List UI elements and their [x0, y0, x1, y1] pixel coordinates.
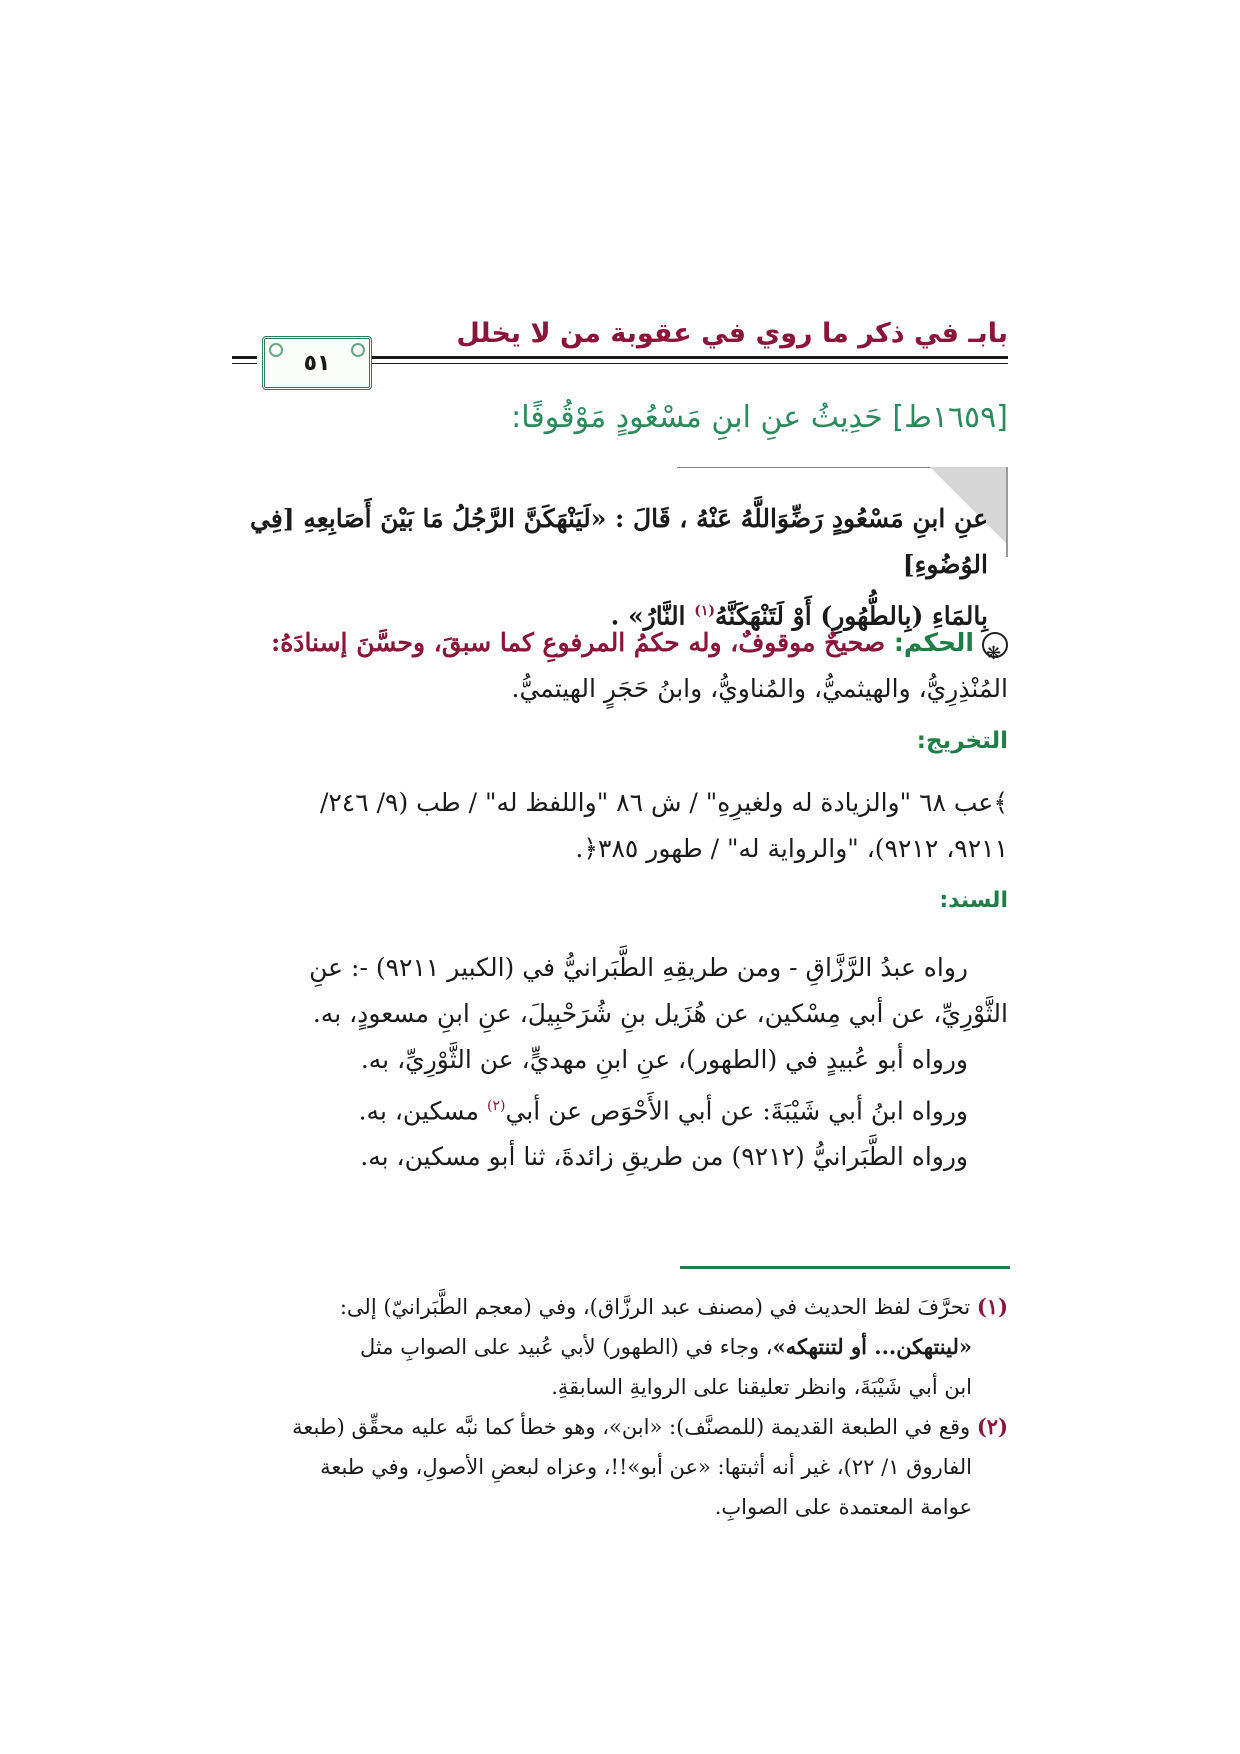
- hadith-heading: [١٦٥٩ط] حَدِيثُ عنِ ابنِ مَسْعُودٍ مَوْقُوفًا:: [511, 400, 1008, 435]
- header-rule-left: [232, 356, 257, 359]
- footnote-1-quote: «لينتهكن... أو لتنتهكه»: [772, 1334, 972, 1359]
- sanad-text: [233, 945, 1008, 1180]
- footnote-2-line-2: الفاروق ١/ ٢٢)، غير أنه أثبتها: «عن أبو»!!، وعزاه لبعضِ الأصولِ، وفي طبعة: [320, 1455, 972, 1479]
- ruling-section: [233, 620, 1008, 712]
- footnote-ref-1[interactable]: (١): [694, 603, 715, 619]
- takhrij-line-2: ٩٢١١، ٩٢١٢)، "والرواية له" / طهور ٣٨٥﴿.: [575, 834, 1008, 863]
- header-rule-left-thin: [232, 363, 257, 364]
- footnotes: [233, 1287, 1008, 1527]
- footnote-1-line-1: تحرَّفَ لفظ الحديث في (مصنف عبد الرزَّاق)، وفي (معجم الطَّبَرانيّ) إلى:: [339, 1295, 977, 1319]
- sanad-p1-line-2: الثَّوْرِيِّ، عن أبي مِسْكين، عن هُزَيل بنِ شُرَحْبِيلَ، عنِ ابنِ مسعودٍ، به.: [312, 999, 1008, 1028]
- footnote-1-line-2: ، وجاء في (الطهور) لأبي عُبيد على الصوابِ مثل: [360, 1335, 773, 1359]
- running-header-title: بابـ في ذكر ما روي في عقوبة من لا يخلل: [456, 318, 1008, 349]
- flower-icon: [982, 632, 1008, 658]
- sanad-p4: ورواه الطَّبَرانيُّ (٩٢١٢) من طريقِ زائدةَ، ثنا أبو مسكين، به.: [360, 1142, 968, 1172]
- ruling-label: الحكم:: [893, 628, 974, 657]
- footnote-2-number: (٢): [976, 1414, 1008, 1439]
- hadith-line-2-end: النَّارُ» .: [610, 601, 695, 631]
- ruling-text-1: صحيحٌ موقوفٌ، وله حكمُ المرفوعِ كما سبقَ، وحسَّنَ إسنادَهُ:: [270, 628, 894, 657]
- sanad-p2: ورواه أبو عُبيدٍ في (الطهور)، عنِ ابنِ مهديٍّ، عن الثَّوْرِيِّ، به.: [360, 1045, 968, 1074]
- footnote-2-line-3: عوامة المعتمدة على الصوابِ.: [714, 1495, 972, 1519]
- sanad-label: السند:: [939, 888, 1008, 913]
- footnote-1-number: (١): [976, 1294, 1008, 1319]
- footnote-2: [233, 1407, 1008, 1527]
- takhrij-text: [233, 780, 1008, 872]
- header-rule-right-thin: [372, 363, 1008, 364]
- page-number: ٥١: [303, 350, 331, 376]
- takhrij-line-1: ﴾عب ٦٨ "والزيادة له ولغيرِهِ" / ش ٨٦ "واللفظ له" / طب (٩/ ٢٤٦/: [319, 788, 1008, 817]
- sanad-p3-text: ورواه ابنُ أبي شَيْبَةَ: عن أبي الأَحْوَص عن أبي: [505, 1096, 968, 1126]
- footnote-1-line-3: ابن أبي شَيْبَةَ، وانظر تعليقنا على الروايةِ السابقةِ.: [551, 1375, 972, 1399]
- sanad-p1-line-1: رواه عبدُ الرَّزَّاقِ - ومن طريقِهِ الطَّبَرانيُّ في (الكبير ٩٢١١) -: عنِ: [309, 953, 968, 982]
- sanad-p3: [233, 1083, 1008, 1134]
- footnote-ref-2[interactable]: (٢): [486, 1098, 506, 1114]
- hadith-line-2-text: بِالمَاءِ (بِالطُّهُورِ) أَوْ لَتَنْهَكَنَّهُ: [715, 601, 988, 631]
- footnote-1: [233, 1287, 1008, 1407]
- footnote-2-line-1: وقع في الطبعة القديمة (للمصنَّف): «ابن»، وهو خطأ كما نبَّه عليه محقِّق (طبعة: [292, 1415, 977, 1439]
- ruling-line-2: المُنْذِرِيُّ، والهيثميُّ، والمُناويُّ، وابنُ حَجَرٍ الهيتميُّ.: [511, 674, 1008, 703]
- ruling-line-1: [233, 620, 1008, 666]
- hadith-text: [233, 496, 988, 639]
- page-number-frame: [262, 336, 372, 390]
- takhrij-label: التخريج:: [916, 728, 1008, 754]
- sanad-p3-end: مسكين، به.: [358, 1096, 487, 1126]
- hadith-line-1: عنِ ابنِ مَسْعُودٍ رَضِّوَاللَّهُ عَنْهُ ، قَالَ : «لَيَنْهَكَنَّ الرَّجُلُ مَا بَيْنَ أَصَابِعِهِ [فِي الوُضُوءِ]: [250, 504, 988, 579]
- header-rule-right: [372, 356, 1008, 359]
- footnote-separator: [680, 1266, 1010, 1269]
